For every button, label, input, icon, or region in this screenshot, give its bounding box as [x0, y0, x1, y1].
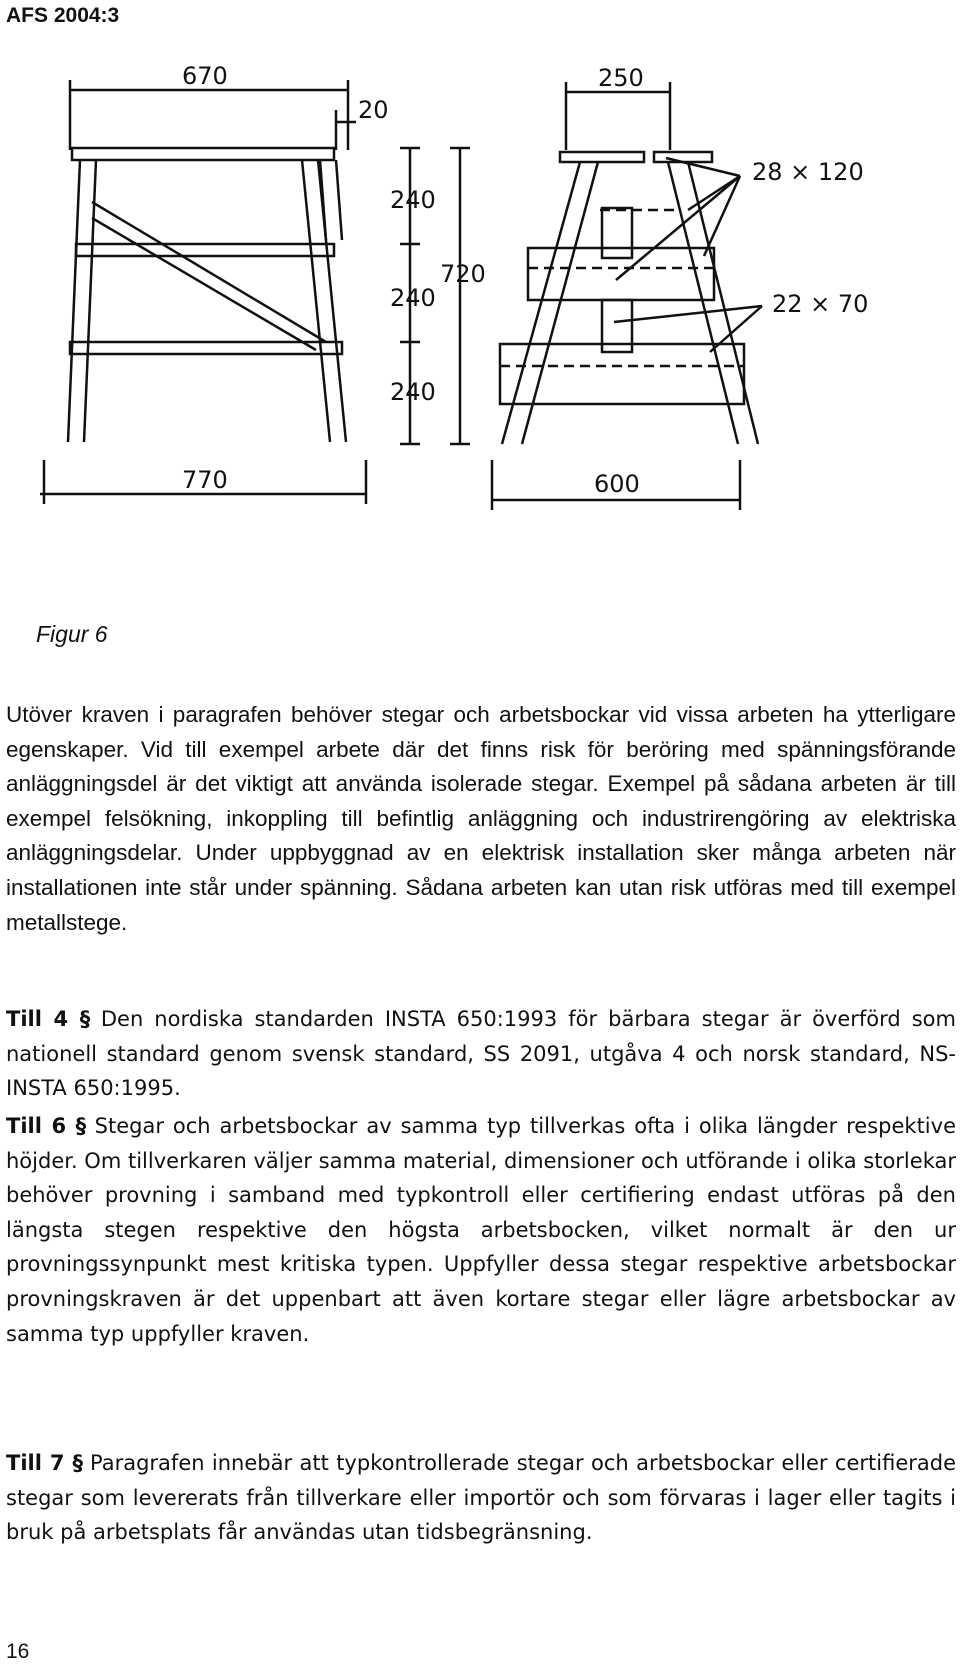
dim-side-base-width: 600	[594, 470, 640, 498]
dim-step-3: 240	[390, 378, 436, 406]
section-lead: Till 4 §	[6, 1007, 91, 1031]
trestle-drawing	[40, 60, 920, 560]
label-rail-size: 22 × 70	[772, 290, 869, 318]
paragraph-till-4	[6, 1002, 956, 1106]
section-lead: Till 6 §	[6, 1114, 87, 1138]
dim-top-width: 670	[182, 62, 228, 90]
dim-total-height: 720	[440, 260, 486, 288]
dim-overhang: 20	[358, 96, 389, 124]
dim-base-width: 770	[182, 466, 228, 494]
paragraph-text: Utöver kraven i paragrafen behöver stegar och arbetsbockar vid vissa arbeten ha ytterligare egenskaper. Vid till exempel arbete där det finns risk för beröring med spänningsförande anläggningsdel är det viktigt att använda isolerade stegar. Exempel på sådana arbeten är till exempel felsökning, inkoppling till befintlig anläggning och industrirengöring av elektriska anläggningsdelar. Under uppbyggnad av en elektrisk installation sker många arbeten när installationen inte står under spänning. Sådana arbeten kan utan risk utföras med till exempel metallstege.	[6, 702, 956, 935]
dim-step-2: 240	[390, 284, 436, 312]
dim-side-top-width: 250	[598, 64, 644, 92]
paragraph-till-7	[6, 1446, 956, 1550]
paragraph-till-6	[6, 1109, 956, 1351]
label-board-size: 28 × 120	[752, 158, 864, 186]
figure-caption: Figur 6	[36, 621, 108, 647]
paragraph-text: Paragrafen innebär att typkontrollerade stegar och arbetsbockar eller certifierade stegar som levererats från tillverkare eller importör och som förvaras i lager eller tagits i bruk på arbetsplats får användas utan tidsbegränsning.	[6, 1451, 956, 1545]
dim-step-1: 240	[390, 186, 436, 214]
paragraph-text: Stegar och arbetsbockar av samma typ tillverkas ofta i olika längder respektive höjder. Om tillverkaren väljer samma material, dimensioner och utförande i olika storlekar behöver provning i samband med typkontroll eller certifiering endast utföras på den längsta stegen respektive den högsta arbetsbocken, vilket normalt är den ur provningssynpunkt mest kritiska typen. Uppfyller dessa stegar respektive arbetsbockar provningskraven är det uppenbart att även kortare stegar eller lägre arbetsbockar av samma typ uppfyller kraven.	[6, 1114, 956, 1346]
document-header: AFS 2004:3	[6, 4, 120, 27]
page-number: 16	[6, 1640, 30, 1663]
paragraph-intro	[6, 698, 956, 940]
section-lead: Till 7 §	[6, 1451, 84, 1475]
paragraph-text: Den nordiska standarden INSTA 650:1993 för bärbara stegar är överförd som nationell standard genom svensk standard, SS 2091, utgåva 4 och norsk standard, NS-INSTA 650:1995.	[6, 1007, 956, 1101]
